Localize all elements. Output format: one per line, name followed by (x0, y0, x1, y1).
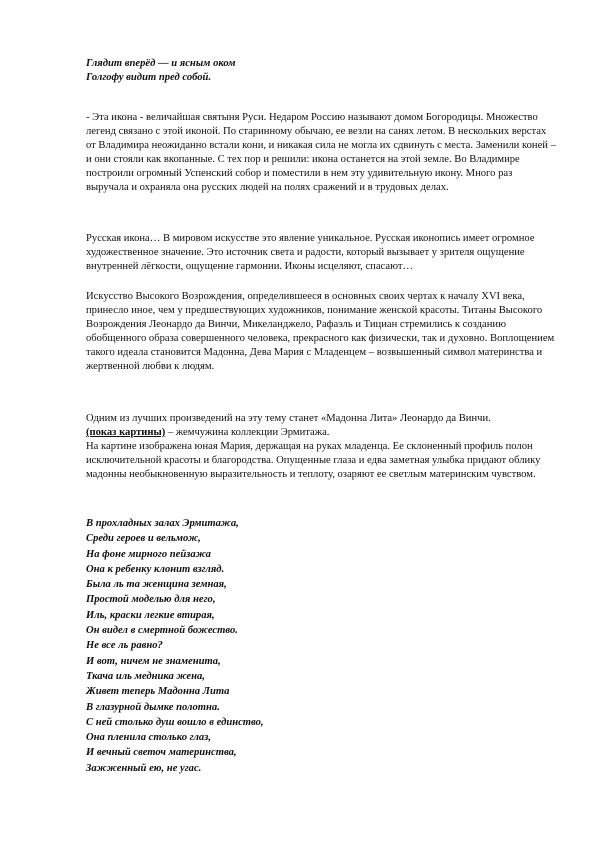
stage-direction: (показ картины) (86, 427, 166, 438)
poem-line: В прохладных залах Эрмитажа, (86, 518, 239, 529)
poem-line: В глазурной дымке полотна. (86, 701, 220, 713)
poem-line: Она к ребенку клонит взгляд. (86, 563, 225, 575)
poem-line: Не все ль равно? (86, 640, 163, 652)
poem-line: Была ль та женщина земная, (86, 579, 227, 591)
poem-line: Он видел в смертной божество. (86, 625, 238, 637)
poem-line: Ткача иль медника жена, (86, 670, 205, 682)
poem-line: И вот, ничем не знаменита, (86, 655, 221, 667)
madonna-description-text: На картине изображена юная Мария, держащая на руках младенца. Ее склоненный профиль полон исключительной красоты и благородства. Опущенные глаза и едва заметная улыбка придают облику мадонны необыкновенную выразительность и теплоту, озаряют ее светлым материнским чувством. (86, 441, 541, 480)
epigraph (86, 57, 506, 85)
madonna-intro-text: Одним из лучших произведений на эту тему станет «Мадонна Лита» Леонардо да Винчи. (86, 413, 491, 424)
poem-line: Зажженный ею, не угас. (86, 762, 202, 774)
madonna-collection-text: – жемчужина коллекции Эрмитажа. (165, 427, 330, 438)
poem-line: С ней столько душ вошло в единство, (86, 716, 264, 728)
poem-line: На фоне мирного пейзажа (86, 548, 211, 560)
paragraph-icon-legend: - Эта икона - величайшая святыня Руси. Недаром Россию называют домом Богородицы. Множество легенд связано с этой иконой. По старинному обычаю, ее везли на санях летом. В нескольких верстах от Владимира неожиданно встали кони, и никакая сила не могла их сдвинуть с места. Заменили коней – и они стояли как вкопанные. С тех пор и решили: икона останется на этой земле. Во Владимире построили огромный Успенский собор и поместили в нем эту удивительную икону. Много раз выручала и охраняла она русских людей на полях сражений и в трудовых делах. (86, 112, 556, 193)
poem-line: Среди героев и вельмож, (86, 533, 201, 545)
poem-line: Простой моделью для него, (86, 594, 216, 606)
epigraph-line: Голгофу видит пред собой. (86, 72, 212, 83)
poem-line: Она пленила столько глаз, (86, 732, 211, 744)
paragraph-madonna-litta (86, 412, 556, 482)
paragraph-high-renaissance: Искусство Высокого Возрождения, определившееся в основных своих чертах к началу XVI века, принесло иное, чем у предшествующих художников, понимание женской красоты. Титаны Высокого Возрождения Леонардо да Винчи, Микеланджело, Рафаэль и Тициан стремились к созданию обобщенного образа совершенного человека, прекрасного как физически, так и духовно. Воплощением такого идеала становится Мадонна, Дева Мария с Младенцем – возвышенный символ материнства и жертвенной любви к людям. (86, 291, 555, 372)
poem (86, 516, 506, 776)
poem-line: И вечный светоч материнства, (86, 747, 237, 759)
poem-line: Иль, краски легкие втирая, (86, 609, 215, 621)
poem-line: Живет теперь Мадонна Лита (86, 686, 230, 698)
paragraph-russian-icon: Русская икона… В мировом искусстве это явление уникальное. Русская иконопись имеет огромное художественное значение. Это источник света и радости, который вызывает у зрителя ощущение внутренней лёгкости, ощущение гармонии. Иконы исцеляют, спасают… (86, 233, 535, 272)
epigraph-line: Глядит вперёд — и ясным оком (86, 58, 236, 69)
